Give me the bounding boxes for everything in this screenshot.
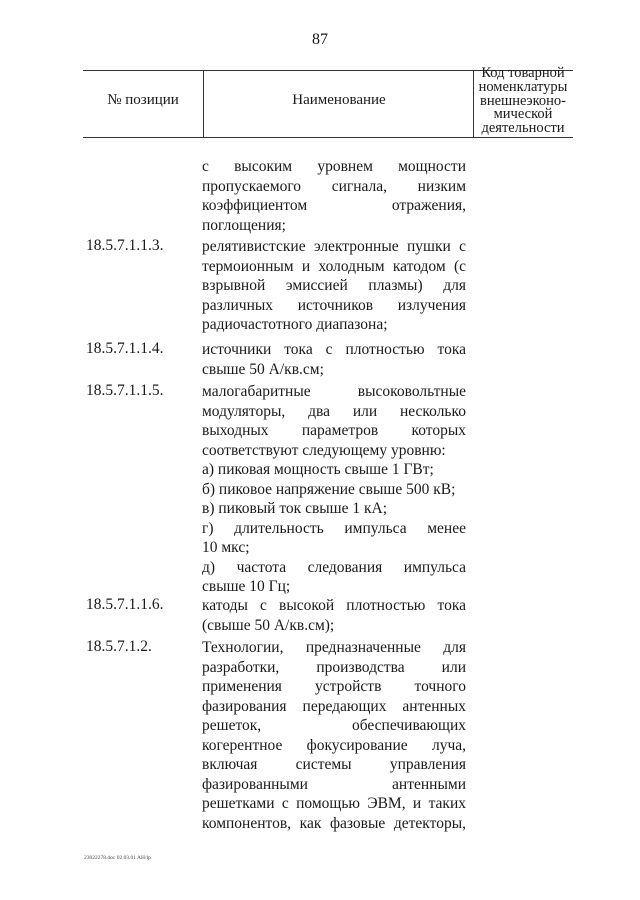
row-text bbox=[202, 340, 466, 379]
text-line: д) частота следования импульса bbox=[202, 558, 466, 576]
row-text bbox=[202, 638, 466, 833]
text-line: б) пиковое напряжение свыше 500 кВ; bbox=[202, 480, 456, 498]
text-line: различных источников излучения bbox=[202, 296, 466, 314]
text-line: компонентов, как фазовые детекторы, bbox=[202, 814, 466, 832]
header-position-label: № позиции bbox=[107, 92, 179, 108]
text-line: г) длительность импульса менее bbox=[202, 519, 466, 537]
text-line: релятивистские электронные пушки с bbox=[202, 238, 466, 255]
text-line: Технологии, предназначенные для bbox=[202, 639, 466, 656]
header-code-label bbox=[473, 67, 573, 136]
text-line: фазированными антенными bbox=[202, 775, 466, 793]
header-code-line: деятельности bbox=[481, 120, 565, 137]
text-line: взрывной эмиссией плазмы) для bbox=[202, 277, 466, 294]
text-line: когерентное фокусирование луча, bbox=[202, 736, 466, 754]
header-name-label: Наименование bbox=[292, 92, 386, 108]
text-line: разработки, производства или bbox=[202, 658, 466, 676]
header-code-line: Код товарной bbox=[481, 65, 565, 81]
row-text bbox=[202, 596, 466, 635]
position-number: 18.5.7.1.1.6. bbox=[86, 596, 164, 613]
position-number: 18.5.7.1.1.5. bbox=[86, 382, 164, 399]
header-bottom-rule bbox=[83, 137, 573, 138]
text-line: (свыше 50 А/кв.см); bbox=[202, 616, 335, 634]
header-code-line: номенклатуры bbox=[478, 78, 568, 95]
text-line: 10 мкс; bbox=[202, 539, 250, 556]
row-text bbox=[202, 237, 466, 335]
text-line: коэффициентом отражения, bbox=[202, 197, 466, 214]
position-number: 18.5.7.1.2. bbox=[86, 638, 152, 655]
text-line: применения устройств точного bbox=[202, 678, 466, 695]
text-line: термоионным и холодным катодом (с bbox=[202, 257, 466, 275]
header-code-line: внешнеэконо- bbox=[479, 92, 567, 109]
text-line: катоды с высокой плотностью тока bbox=[202, 597, 466, 614]
text-line: малогабаритные высоковольтные bbox=[202, 383, 466, 400]
text-line: свыше 50 А/кв.см; bbox=[202, 360, 324, 378]
position-number: 18.5.7.1.1.4. bbox=[86, 340, 164, 357]
text-line: поглощения; bbox=[202, 216, 286, 234]
text-line: в) пиковый ток свыше 1 кА; bbox=[202, 500, 388, 517]
text-line: соответствуют следующему уровню: bbox=[202, 441, 446, 459]
position-number: 18.5.7.1.1.3. bbox=[86, 237, 164, 254]
text-line: пропускаемого сигнала, низким bbox=[202, 177, 466, 195]
row-text bbox=[202, 382, 466, 597]
row-text-continuation bbox=[202, 157, 466, 235]
page-number: 87 bbox=[312, 31, 328, 48]
text-line: включая системы управления bbox=[202, 756, 466, 773]
text-line: выходных параметров которых bbox=[202, 422, 466, 439]
text-line: а) пиковая мощность свыше 1 ГВт; bbox=[202, 461, 434, 478]
text-line: фазирования передающих антенных bbox=[202, 697, 466, 715]
text-line: свыше 10 Гц; bbox=[202, 578, 291, 595]
text-line: решетками с помощью ЭВМ, и таких bbox=[202, 795, 466, 812]
text-line: решеток, обеспечивающих bbox=[202, 717, 466, 734]
text-line: модуляторы, два или несколько bbox=[202, 402, 466, 420]
header-code-line: мической bbox=[493, 106, 553, 123]
text-line: радиочастотного диапазона; bbox=[202, 316, 388, 333]
document-footer: 23022278.doc 02.03.01 AH/lp bbox=[84, 855, 151, 861]
text-line: источники тока с плотностью тока bbox=[202, 341, 466, 358]
text-line: с высоким уровнем мощности bbox=[202, 158, 466, 175]
